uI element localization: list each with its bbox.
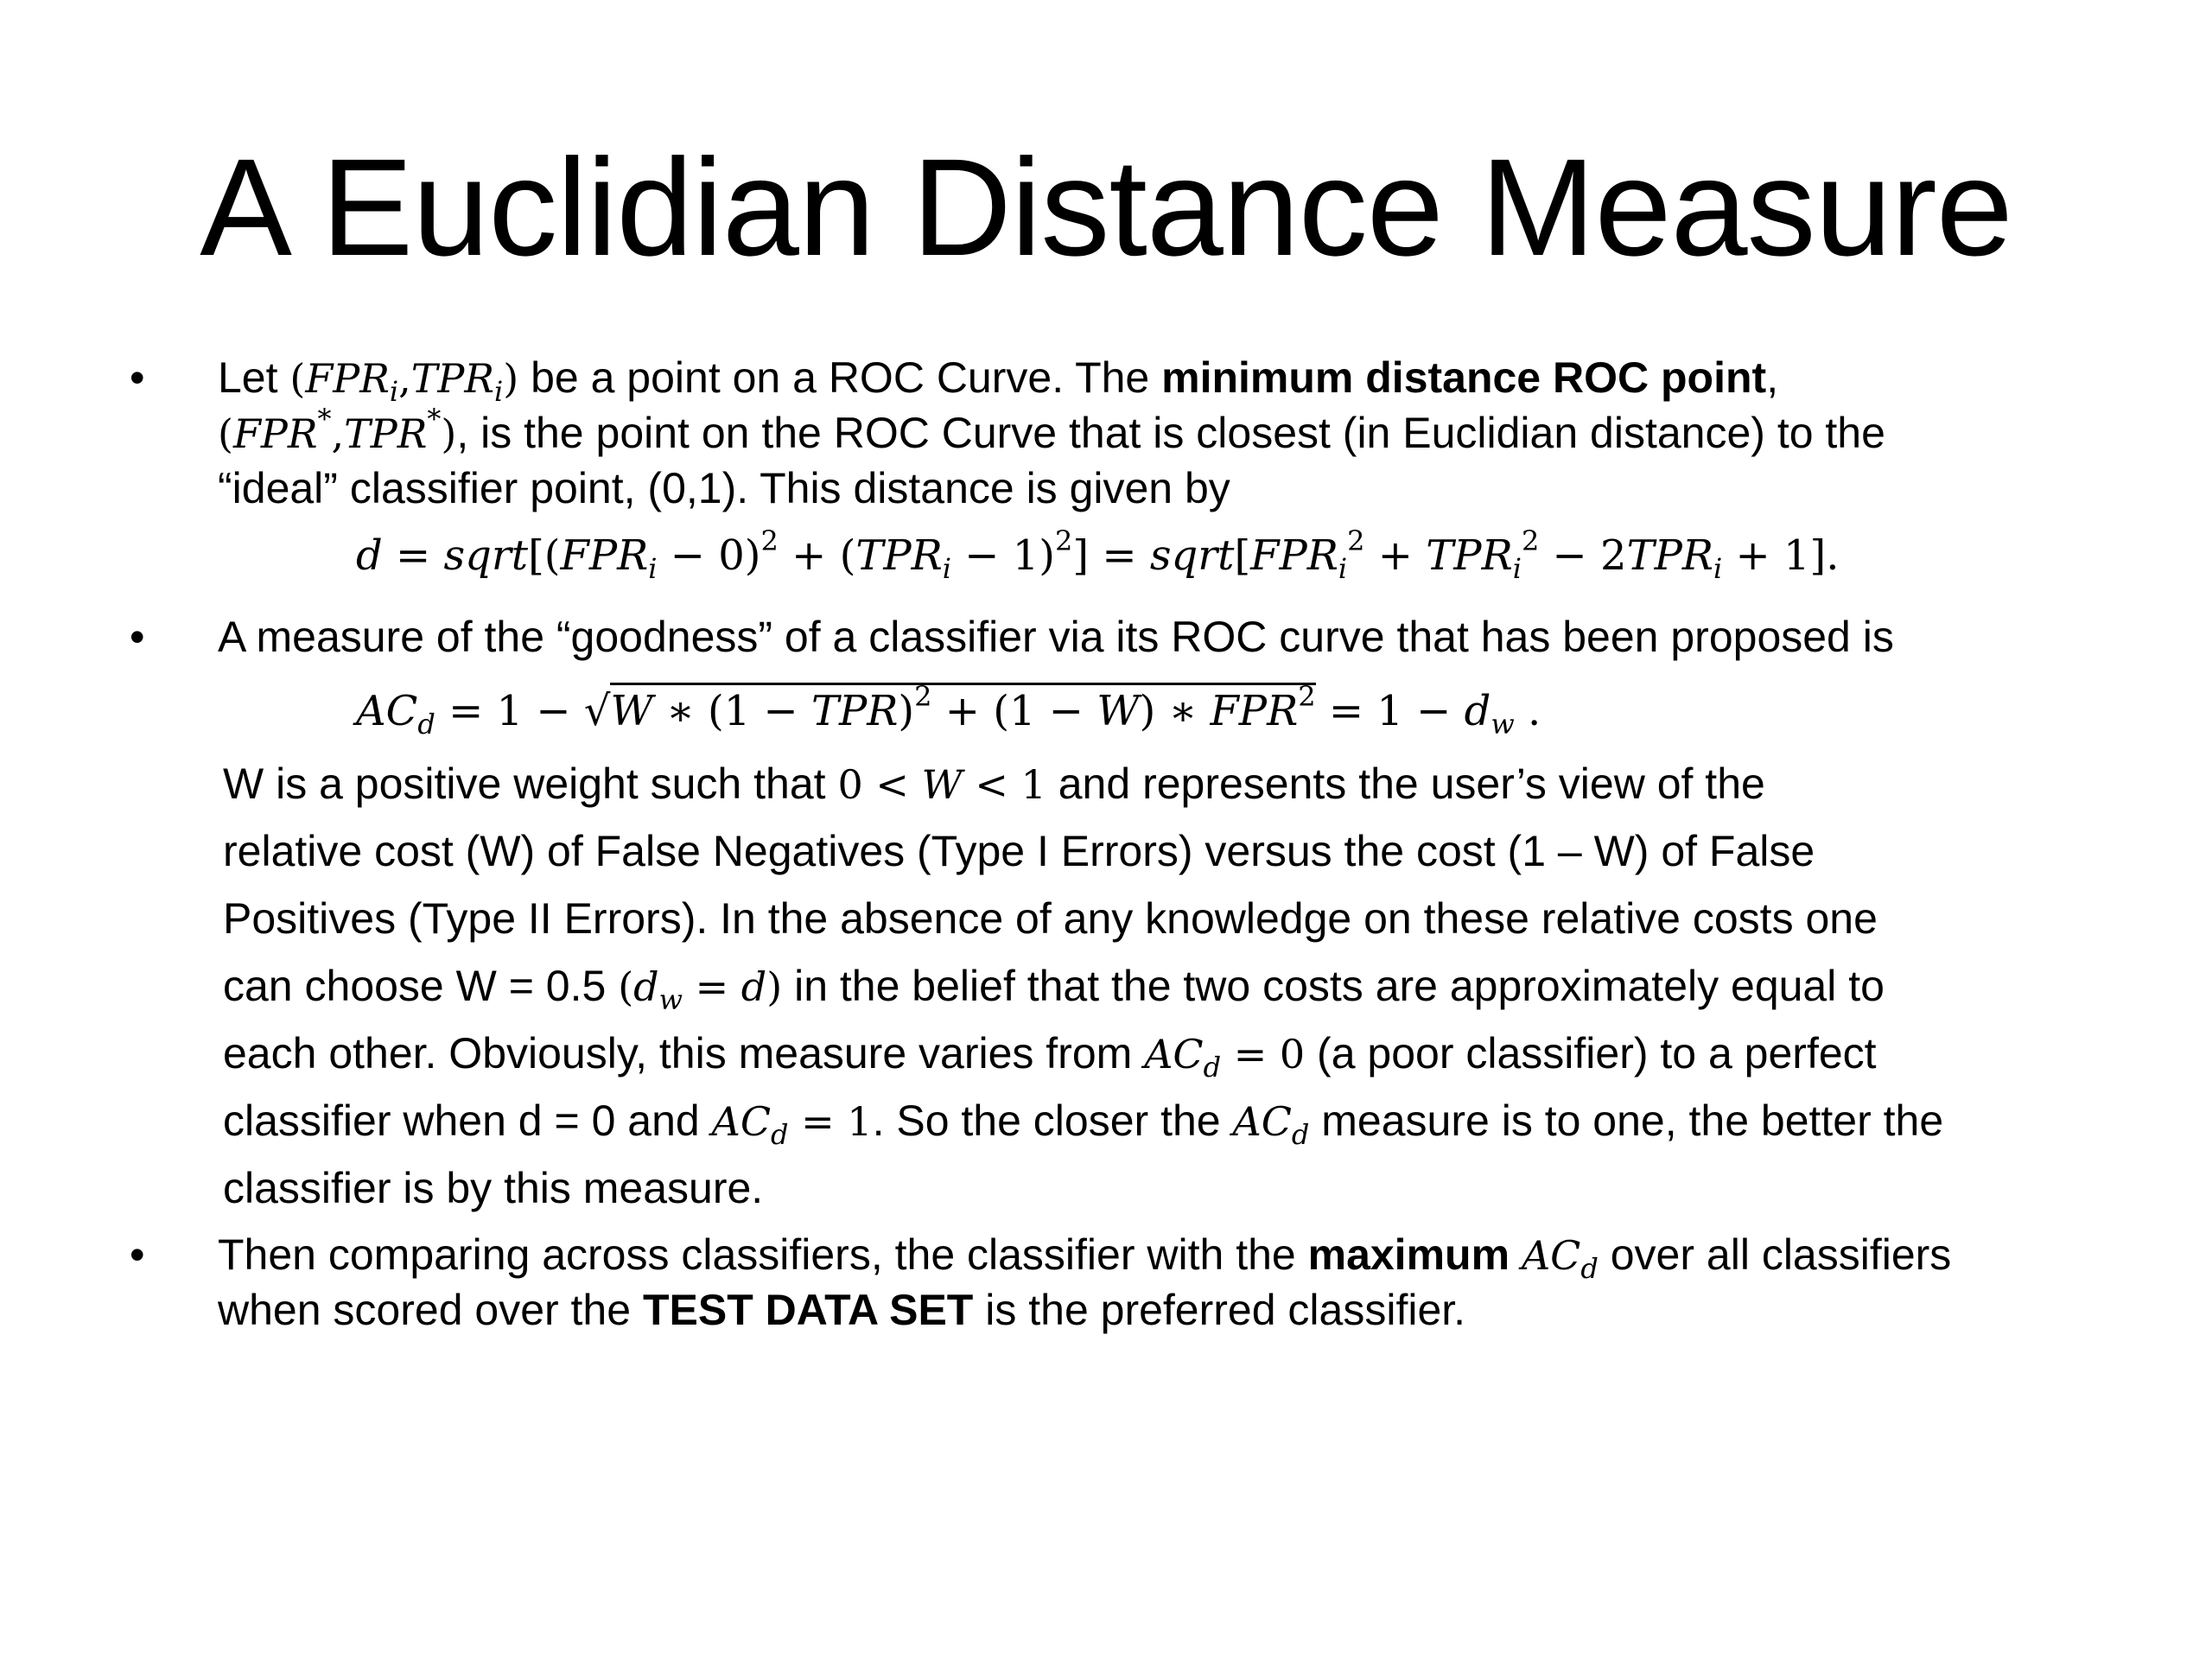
bullet-3-marker: • [130, 1230, 145, 1279]
acd-equation: $AC_d = 1 - √W$ ∗ (1 − TPR)$^2$ + (1 − W) ∗ $FPR^2 = 1 - d_w$ . [356, 680, 1541, 741]
weight-line-7: classifier is by this measure. [223, 1164, 764, 1212]
bullet-3-line-2: when scored over the TEST DATA SET is the preferred classifier. [218, 1286, 1466, 1334]
sqrt-radicand: W ∗ (1 − TPR)$^2$ + (1 − W) ∗ FPR$^2$ [610, 680, 1316, 735]
bullet-1-marker: • [130, 353, 145, 402]
bullet-1-line-3: “ideal” classifier point, (0,1). This distance is given by [218, 464, 1230, 512]
weight-line-6: classifier when d = 0 and $AC_d = 1$. So the closer the $AC_d$ measure is to one, the better the [223, 1096, 1944, 1151]
weight-line-5: each other. Obviously, this measure varies from $AC_d = 0$ (a poor classifier) to a perfect [223, 1029, 1877, 1084]
weight-line-1: W is a positive weight such that 0 < W < 1 and represents the user’s view of the [223, 760, 1765, 808]
bullet-2-marker: • [130, 613, 145, 661]
weight-line-2: relative cost (W) of False Negatives (Type I Errors) versus the cost (1 – W) of False [223, 827, 1815, 875]
bullet-2-text [218, 609, 2119, 664]
bullet-1-line-2: (FPR*,TPR*), is the point on the ROC Curve that is closest (in Euclidian distance) to the [218, 403, 1885, 457]
bullet-2-line-1: A measure of the “goodness” of a classifier via its ROC curve that has been proposed is [218, 613, 1894, 661]
bullet-3-text [218, 1227, 2119, 1338]
bullet-1-line-1: Let $(FPR_i,TPR_i)$ be a point on a ROC Curve. The minimum distance ROC point, [218, 353, 1779, 408]
weight-line-3: Positives (Type II Errors). In the absence of any knowledge on these relative costs one [223, 894, 1878, 943]
sqrt-sign-icon: √ [583, 687, 611, 735]
bullet-3-line-1: Then comparing across classifiers, the classifier with the maximum $AC_d$ over all classifiers [218, 1230, 1952, 1285]
distance-equation: $d = sqrt[(FPR_i - 0)^2 + (TPR_i - 1)^2]$ = $sqrt[FPR_i^2 + TPR_i^2 - 2TPR_i + 1]$. [356, 524, 1840, 585]
bullet-1-text [218, 350, 2119, 516]
slide-title: A Euclidian Distance Measure [200, 130, 2012, 284]
weight-explanation [223, 750, 2124, 1222]
weight-line-4: can choose W = 0.5 $(d_w = d)$ in the belief that the two costs are approximately equal to [223, 962, 1885, 1016]
